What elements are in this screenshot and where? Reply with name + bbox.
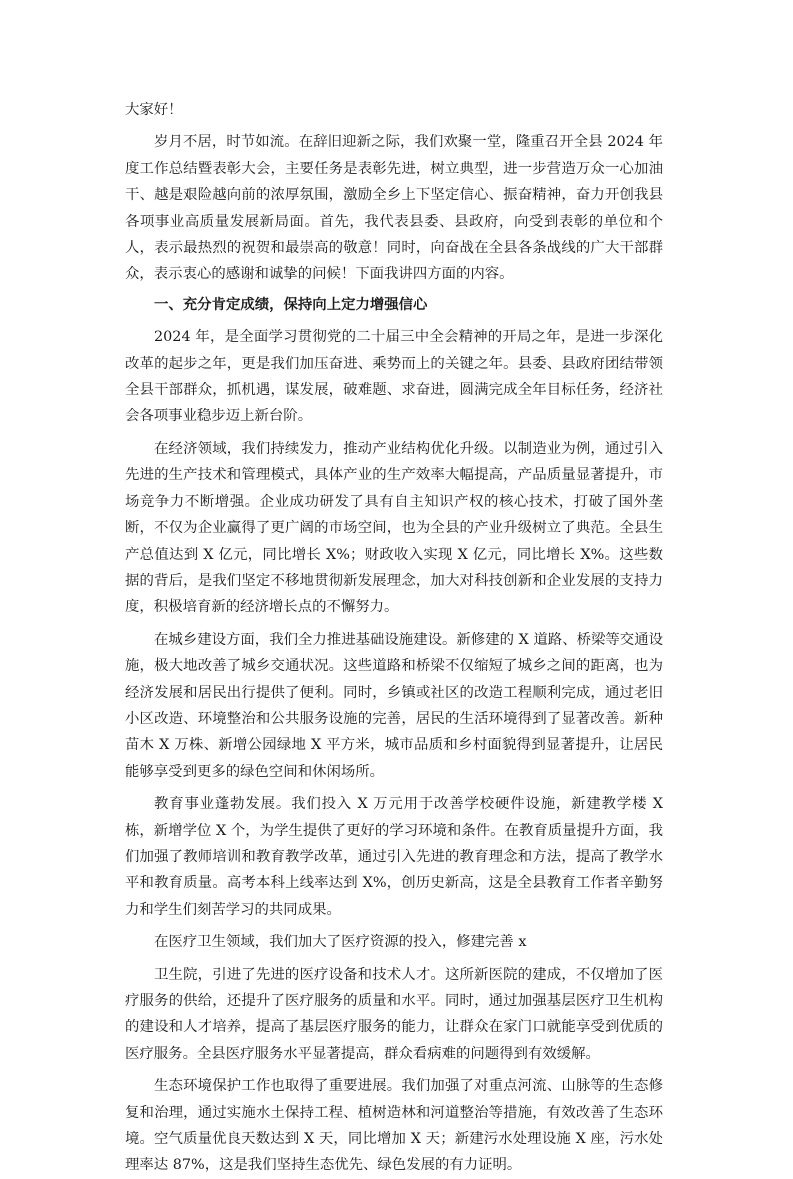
paragraph-year-overview: 2024 年，是全面学习贯彻党的二十届三中全会精神的开局之年，是进一步深化改革的起步之年，更是我们加压奋进、乘势而上的关键之年。县委、县政府团结带领全县干部群众，抓机遇，谋发展，破难题、求奋进，圆满完成全年目标任务，经济社会各项事业稳步迈上新台阶。	[125, 329, 663, 425]
paragraph-education: 教育事业蓬勃发展。我们投入 X 万元用于改善学校硬件设施，新建教学楼 X 栋，新增学位 X 个，为学生提供了更好的学习环境和条件。在教育质量提升方面，我们加强了教师培训和教育教学改革，通过引入先进的教育理念和方法，提高了教学水平和教育质量。高考本科上线率达到 X%，创历史新高，这是全县教育工作者辛勤努力和学生们刻苦学习的共同成果。	[125, 796, 663, 918]
greeting: 大家好！	[125, 102, 183, 118]
paragraph-economy: 在经济领域，我们持续发力，推动产业结构优化升级。以制造业为例，通过引入先进的生产技术和管理模式，具体产业的生产效率大幅提高，产品质量显著提升，市场竞争力不断增强。企业成功研发了具有自主知识产权的核心技术，打破了国外垄断，不仅为企业赢得了更广阔的市场空间，也为全县的产业升级树立了典范。全县生产总值达到 X 亿元，同比增长 X%；财政收入实现 X 亿元，同比增长 X%。这些数据的背后，是我们坚定不移地贯彻新发展理念，加大对科技创新和企业发展的支持力度，积极培育新的经济增长点的不懈努力。	[125, 440, 663, 616]
intro-paragraph: 岁月不居，时节如流。在辞旧迎新之际，我们欢聚一堂，隆重召开全县 2024 年度工作总结暨表彰大会，主要任务是表彰先进，树立典型，进一步营造万众一心加油干、越是艰险越向前的浓厚氛围，激励全乡上下坚定信心、振奋精神，奋力开创我县各项事业高质量发展新局面。首先，我代表县委、县政府，向受到表彰的单位和个人，表示最热烈的祝贺和最崇高的敬意！同时，向奋战在全县各条战线的广大干部群众，表示衷心的感谢和诚挚的问候！下面我讲四方面的内容。	[125, 134, 663, 283]
paragraph-healthcare: 卫生院，引进了先进的医疗设备和技术人才。这所新医院的建成，不仅增加了医疗服务的供给，还提升了医疗服务的质量和水平。同时，通过加强基层医疗卫生机构的建设和人才培养，提高了基层医疗服务的能力，让群众在家门口就能享受到优质的医疗服务。全县医疗服务水平显著提高，群众看病难的问题得到有效缓解。	[125, 966, 663, 1062]
paragraph-ecology: 生态环境保护工作也取得了重要进展。我们加强了对重点河流、山脉等的生态修复和治理，通过实施水土保持工程、植树造林和河道整治等措施，有效改善了生态环境。空气质量优良天数达到 X 天，同比增加 X 天；新建污水处理设施 X 座，污水处理率达 87%，这是我们坚持生态优先、绿色发展的有力证明。	[125, 1078, 663, 1174]
paragraph-healthcare-intro: 在医疗卫生领域，我们加大了医疗资源的投入，修建完善 x	[154, 934, 527, 951]
paragraph-urban-rural: 在城乡建设方面，我们全力推进基础设施建设。新修建的 X 道路、桥梁等交通设施，极大地改善了城乡交通状况。这些道路和桥梁不仅缩短了城乡之间的距离，也为经济发展和居民出行提供了便利。同时，乡镇或社区的改造工程顺利完成，通过老旧小区改造、环境整治和公共服务设施的完善，居民的生活环境得到了显著改善。新种苗木 X 万株、新增公园绿地 X 平方米，城市品质和乡村面貌得到显著提升，让居民能够享受到更多的绿色空间和休闲场所。	[125, 631, 663, 780]
section-heading-1: 一、充分肯定成绩，保持向上定力增强信心	[154, 295, 428, 313]
